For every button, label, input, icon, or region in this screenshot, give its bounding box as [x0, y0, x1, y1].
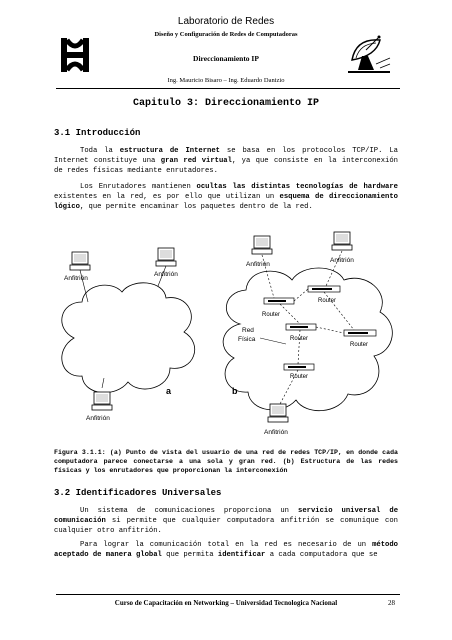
text-run: Para lograr la comunicación total en la red es necesario de un: [80, 541, 373, 549]
section-heading-2: 3.2 Identificadores Universales: [54, 488, 222, 498]
section-heading-1: 3.1 Introducción: [54, 128, 141, 138]
text-run: se basa en los protocolos TCP/IP. La Internet constituye una: [54, 147, 398, 165]
network-figure: [54, 228, 398, 444]
host-label-b-bottom: Anfitrión: [264, 429, 288, 436]
net-label-2: Física: [238, 336, 256, 343]
router-label-4: Router: [350, 342, 369, 348]
header-title: Laboratorio de Redes: [177, 16, 275, 27]
footer-text: Curso de Capacitación en Networking – Universidad Tecnologica Nacional: [114, 599, 338, 607]
text-run: a cada computadora que se: [265, 551, 378, 559]
host-a-right: [156, 248, 176, 266]
text-run: estructura de Internet: [119, 147, 220, 155]
text-run: servicio universal de comunicación: [54, 507, 399, 525]
router-3: [286, 324, 316, 330]
text-run: identificar: [217, 551, 266, 559]
router-1: [264, 298, 294, 304]
paragraph-1-1: [54, 146, 398, 176]
router-label-5: Router: [290, 374, 309, 380]
text-run: gran red virtual: [160, 157, 232, 165]
host-a-left: [70, 252, 90, 270]
text-run: Toda la: [80, 147, 120, 155]
cloud-a: [62, 283, 195, 393]
host-label-a-right: Anfitrión: [154, 271, 178, 278]
footer-rule: [56, 594, 400, 595]
text-run: método aceptado de manera global: [54, 541, 398, 559]
text-run: Los Enrutadores mantienen: [80, 183, 197, 191]
router-label-2: Router: [318, 298, 337, 304]
text-run: , ya que consiste en la interconexión de redes físicas mediante enrutadores.: [54, 157, 398, 175]
header-authors: Ing. Mauricio Bisaro – Ing. Eduardo Danizio: [167, 77, 285, 84]
text-run: existentes en la red, es por ello que utilizan un: [54, 193, 280, 201]
text-run: si permite que cualquier computadora anfitrión se comunique con cualquier otro anfitrión.: [54, 517, 398, 535]
figure-label-b: b: [232, 386, 238, 396]
router-2: [308, 286, 340, 292]
router-5: [284, 364, 314, 370]
router-label-3: Router: [290, 336, 309, 342]
text-run: esquema de direccionamiento lógico: [54, 193, 398, 211]
host-label-b-top-right: Anfitrión: [330, 257, 354, 264]
router-label-1: Router: [262, 312, 281, 318]
router-4: [344, 330, 376, 336]
figure-caption: Figura 3.1.1: (a) Punto de vista del usuario de una red de redes TCP/IP, en donde cada computadora parece conectarse a una sola y gran red. (b) Estructura de las redes físicas y los enrutadores que proporcionan la interconexión: [54, 449, 398, 474]
header-subtitle: Diseño y Configuración de Redes de Computadoras: [154, 31, 298, 38]
text-run: ocultas las distintas tecnologías de hardware: [196, 183, 398, 191]
host-b-bottom: [268, 404, 288, 422]
paragraph-1-2: [54, 182, 398, 212]
host-label-a-left: Anfitrión: [64, 275, 88, 282]
host-b-top-left: [252, 236, 272, 254]
net-label-1: Red: [242, 327, 254, 334]
text-run: que permita: [161, 551, 218, 559]
host-b-top-right: [332, 232, 352, 250]
host-label-a-bottom: Anfitrión: [86, 415, 110, 422]
host-a-bottom: [92, 392, 112, 410]
header-section: Direccionamiento IP: [193, 54, 259, 63]
chapter-title: Capitulo 3: Direccionamiento IP: [132, 98, 320, 109]
page-number: 28: [388, 599, 395, 607]
paragraph-2-1: [54, 506, 398, 536]
text-run: , que permite encaminar los paquetes dentro de la red.: [79, 203, 313, 211]
host-label-b-top-left: Anfitrión: [246, 261, 270, 268]
paragraph-2-2: [54, 540, 398, 560]
text-run: Un sistema de comunicaciones proporciona un: [80, 507, 299, 515]
header-rule: [56, 88, 400, 89]
figure-label-a: a: [166, 386, 172, 396]
